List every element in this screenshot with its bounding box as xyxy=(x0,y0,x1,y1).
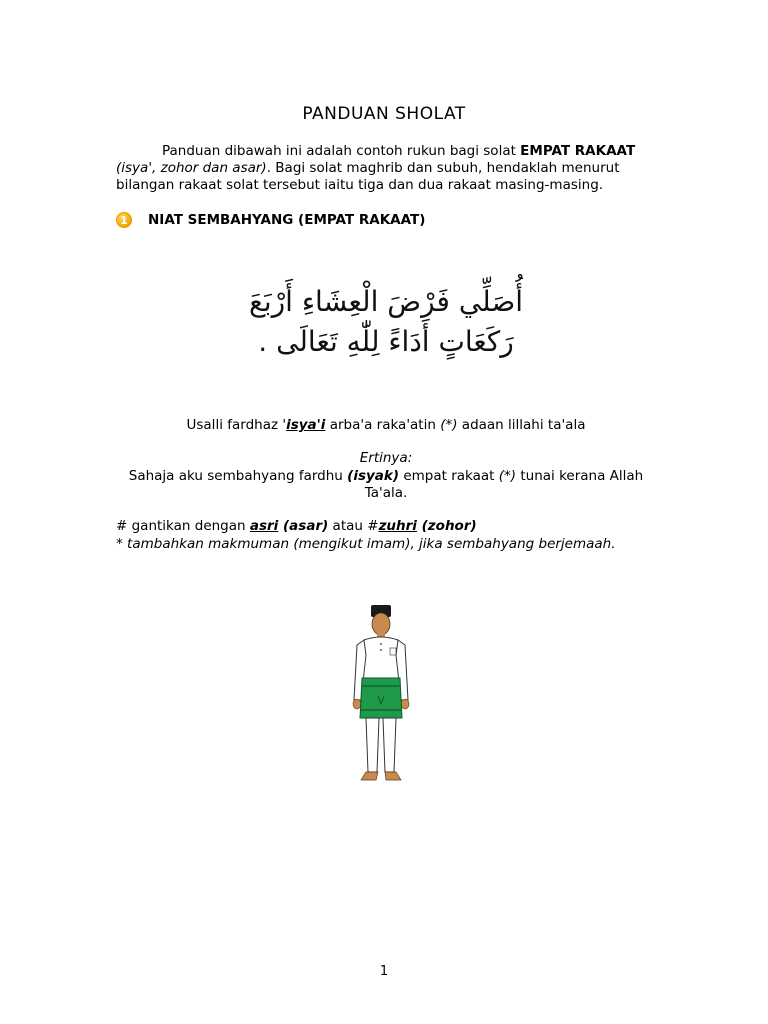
note-replacement xyxy=(116,518,477,534)
note-makmum: * tambahkan makmuman (mengikut imam), jika sembahyang berjemaah. xyxy=(116,536,616,552)
note1-prefix: # gantikan dengan xyxy=(116,518,250,534)
note1-zohor: (zohor) xyxy=(416,518,477,534)
note1-asar: (asar) xyxy=(278,518,329,534)
note1-zuhri: zuhri xyxy=(378,518,417,534)
section-heading-label: NIAT SEMBAHYANG (EMPAT RAKAAT) xyxy=(148,212,426,228)
arabic-line-1: أُصَلِّي فَرْضَ الْعِشَاءِ أَرْبَعَ xyxy=(248,285,524,318)
intro-text-2: . Bagi solat maghrib dan subuh, hendaklah menurut bilangan rakaat solat tersebut iaitu tiga dan dua rakaat masing-masing. xyxy=(116,160,620,193)
section-heading xyxy=(116,212,425,228)
meaning-text xyxy=(116,468,656,502)
translit-middle: arba'a raka'atin xyxy=(325,417,441,433)
meaning-before: Sahaja aku sembahyang fardhu xyxy=(128,468,348,484)
translit-highlight: isya'i xyxy=(286,417,326,433)
number-bullet-icon: 1 xyxy=(116,212,132,228)
note1-mid: atau # xyxy=(328,518,379,534)
arabic-niat-text xyxy=(238,282,534,368)
meaning-star: (*) xyxy=(498,468,517,484)
intro-prayers: (isya', zohor dan asar) xyxy=(116,160,267,176)
translit-star: (*) xyxy=(440,417,458,433)
note1-asri: asri xyxy=(249,518,279,534)
intro-text-1: Panduan dibawah ini adalah contoh rukun bagi solat xyxy=(162,143,521,159)
intro-emphasis: EMPAT RAKAAT xyxy=(520,143,636,159)
intro-paragraph xyxy=(116,143,656,194)
transliteration xyxy=(116,417,656,434)
page-number: 1 xyxy=(379,964,389,979)
standing-man-illustration xyxy=(346,600,416,790)
arabic-line-2: رَكَعَاتٍ أَدَاءً لِلّٰهِ تَعَالَى . xyxy=(258,325,514,358)
meaning-after: tunai kerana Allah Ta'ala. xyxy=(364,468,644,501)
meaning-highlight: (isyak) xyxy=(347,468,400,484)
page-title: PANDUAN SHOLAT xyxy=(302,104,466,124)
meaning-heading: Ertinya: xyxy=(359,450,413,466)
translit-before: Usalli fardhaz ' xyxy=(186,417,287,433)
meaning-middle: empat rakaat xyxy=(399,468,499,484)
translit-after: adaan lillahi ta'ala xyxy=(457,417,586,433)
